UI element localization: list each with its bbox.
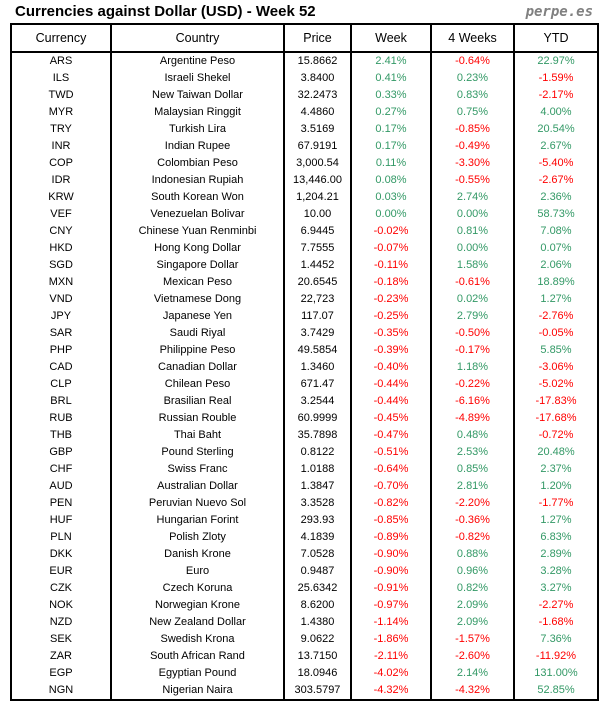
country-name: Indian Rupee xyxy=(111,138,284,155)
currency-code: HKD xyxy=(11,240,111,257)
country-name: Israeli Shekel xyxy=(111,70,284,87)
currency-code: NZD xyxy=(11,614,111,631)
ytd-change: 3.28% xyxy=(514,563,598,580)
price-value: 0.9487 xyxy=(284,563,351,580)
ytd-change: -2.27% xyxy=(514,597,598,614)
ytd-change: 58.73% xyxy=(514,206,598,223)
table-row xyxy=(11,580,598,597)
table-row xyxy=(11,155,598,172)
country-name: Egyptian Pound xyxy=(111,665,284,682)
four-week-change: -2.60% xyxy=(431,648,514,665)
price-value: 1,204.21 xyxy=(284,189,351,206)
table-header xyxy=(11,24,598,52)
price-value: 7.7555 xyxy=(284,240,351,257)
four-week-change: 2.81% xyxy=(431,478,514,495)
ytd-change: -1.59% xyxy=(514,70,598,87)
currency-code: ARS xyxy=(11,52,111,70)
week-change: -0.44% xyxy=(351,393,431,410)
week-change: -0.89% xyxy=(351,529,431,546)
table-row xyxy=(11,444,598,461)
table-row xyxy=(11,52,598,70)
table-row xyxy=(11,223,598,240)
price-value: 60.9999 xyxy=(284,410,351,427)
price-value: 32.2473 xyxy=(284,87,351,104)
price-value: 67.9191 xyxy=(284,138,351,155)
price-value: 1.4452 xyxy=(284,257,351,274)
price-value: 7.0528 xyxy=(284,546,351,563)
week-change: -0.02% xyxy=(351,223,431,240)
currency-code: MYR xyxy=(11,104,111,121)
price-value: 8.6200 xyxy=(284,597,351,614)
week-change: 0.33% xyxy=(351,87,431,104)
ytd-change: 3.27% xyxy=(514,580,598,597)
currency-code: HUF xyxy=(11,512,111,529)
ytd-change: 1.20% xyxy=(514,478,598,495)
table-row xyxy=(11,631,598,648)
table-row xyxy=(11,427,598,444)
price-value: 1.0188 xyxy=(284,461,351,478)
price-value: 13,446.00 xyxy=(284,172,351,189)
country-name: Swedish Krona xyxy=(111,631,284,648)
four-week-change: -0.61% xyxy=(431,274,514,291)
table-row xyxy=(11,393,598,410)
ytd-change: 5.85% xyxy=(514,342,598,359)
ytd-change: -2.67% xyxy=(514,172,598,189)
site-logo: perpe.es xyxy=(525,4,593,20)
ytd-change: 20.54% xyxy=(514,121,598,138)
currency-code: ILS xyxy=(11,70,111,87)
price-value: 4.1839 xyxy=(284,529,351,546)
four-week-change: 0.75% xyxy=(431,104,514,121)
price-value: 35.7898 xyxy=(284,427,351,444)
week-change: 0.17% xyxy=(351,138,431,155)
four-week-change: 0.00% xyxy=(431,206,514,223)
ytd-change: 7.08% xyxy=(514,223,598,240)
country-name: New Zealand Dollar xyxy=(111,614,284,631)
week-change: -0.40% xyxy=(351,359,431,376)
price-value: 13.7150 xyxy=(284,648,351,665)
ytd-change: -0.72% xyxy=(514,427,598,444)
ytd-change: 1.27% xyxy=(514,291,598,308)
four-week-change: -0.55% xyxy=(431,172,514,189)
country-name: Chinese Yuan Renminbi xyxy=(111,223,284,240)
price-value: 117.07 xyxy=(284,308,351,325)
price-value: 18.0946 xyxy=(284,665,351,682)
table-body xyxy=(11,52,598,700)
price-value: 0.8122 xyxy=(284,444,351,461)
price-value: 49.5854 xyxy=(284,342,351,359)
ytd-change: -2.17% xyxy=(514,87,598,104)
country-name: Colombian Peso xyxy=(111,155,284,172)
header-row xyxy=(11,24,598,52)
ytd-change: 52.85% xyxy=(514,682,598,700)
price-value: 303.5797 xyxy=(284,682,351,700)
currency-code: VEF xyxy=(11,206,111,223)
country-name: Saudi Riyal xyxy=(111,325,284,342)
country-name: Brasilian Real xyxy=(111,393,284,410)
table-row xyxy=(11,563,598,580)
ytd-change: 0.07% xyxy=(514,240,598,257)
table-row xyxy=(11,325,598,342)
ytd-change: 2.89% xyxy=(514,546,598,563)
four-week-change: -0.85% xyxy=(431,121,514,138)
four-week-change: -1.57% xyxy=(431,631,514,648)
price-value: 3,000.54 xyxy=(284,155,351,172)
column-header-4weeks: 4 Weeks xyxy=(431,24,514,52)
table-row xyxy=(11,597,598,614)
country-name: Nigerian Naira xyxy=(111,682,284,700)
week-change: -1.14% xyxy=(351,614,431,631)
country-name: Canadian Dollar xyxy=(111,359,284,376)
week-change: 0.27% xyxy=(351,104,431,121)
ytd-change: 4.00% xyxy=(514,104,598,121)
table-row xyxy=(11,376,598,393)
column-header-ytd: YTD xyxy=(514,24,598,52)
week-change: -0.85% xyxy=(351,512,431,529)
price-value: 3.2544 xyxy=(284,393,351,410)
table-row xyxy=(11,665,598,682)
price-value: 15.8662 xyxy=(284,52,351,70)
ytd-change: 1.27% xyxy=(514,512,598,529)
week-change: -0.18% xyxy=(351,274,431,291)
currency-code: PEN xyxy=(11,495,111,512)
table-row xyxy=(11,70,598,87)
country-name: Polish Zloty xyxy=(111,529,284,546)
week-change: -0.25% xyxy=(351,308,431,325)
four-week-change: 1.58% xyxy=(431,257,514,274)
ytd-change: 2.67% xyxy=(514,138,598,155)
four-week-change: -2.20% xyxy=(431,495,514,512)
week-change: -0.35% xyxy=(351,325,431,342)
week-change: -0.45% xyxy=(351,410,431,427)
four-week-change: 2.79% xyxy=(431,308,514,325)
table-row xyxy=(11,478,598,495)
column-header-week: Week xyxy=(351,24,431,52)
table-row xyxy=(11,138,598,155)
week-change: -0.47% xyxy=(351,427,431,444)
four-week-change: 0.02% xyxy=(431,291,514,308)
currency-code: TRY xyxy=(11,121,111,138)
price-value: 4.4860 xyxy=(284,104,351,121)
table-row xyxy=(11,461,598,478)
currency-code: CLP xyxy=(11,376,111,393)
four-week-change: 0.48% xyxy=(431,427,514,444)
country-name: South Korean Won xyxy=(111,189,284,206)
table-row xyxy=(11,104,598,121)
currency-code: KRW xyxy=(11,189,111,206)
table-row xyxy=(11,410,598,427)
week-change: -2.11% xyxy=(351,648,431,665)
table-row xyxy=(11,546,598,563)
week-change: 0.03% xyxy=(351,189,431,206)
four-week-change: -0.50% xyxy=(431,325,514,342)
ytd-change: 2.36% xyxy=(514,189,598,206)
country-name: Norwegian Krone xyxy=(111,597,284,614)
table-row xyxy=(11,308,598,325)
four-week-change: 0.23% xyxy=(431,70,514,87)
country-name: Argentine Peso xyxy=(111,52,284,70)
price-value: 25.6342 xyxy=(284,580,351,597)
table-row xyxy=(11,172,598,189)
currency-code: RUB xyxy=(11,410,111,427)
price-value: 1.3460 xyxy=(284,359,351,376)
currency-code: SGD xyxy=(11,257,111,274)
week-change: -0.70% xyxy=(351,478,431,495)
country-name: Swiss Franc xyxy=(111,461,284,478)
week-change: -0.44% xyxy=(351,376,431,393)
currency-code: TWD xyxy=(11,87,111,104)
table-row xyxy=(11,121,598,138)
ytd-change: -5.40% xyxy=(514,155,598,172)
four-week-change: -4.32% xyxy=(431,682,514,700)
currency-code: SEK xyxy=(11,631,111,648)
week-change: 0.11% xyxy=(351,155,431,172)
table-row xyxy=(11,206,598,223)
country-name: Australian Dollar xyxy=(111,478,284,495)
country-name: Pound Sterling xyxy=(111,444,284,461)
table-row xyxy=(11,614,598,631)
table-row xyxy=(11,495,598,512)
country-name: Thai Baht xyxy=(111,427,284,444)
table-row xyxy=(11,359,598,376)
four-week-change: 2.09% xyxy=(431,614,514,631)
currency-code: BRL xyxy=(11,393,111,410)
country-name: Chilean Peso xyxy=(111,376,284,393)
price-value: 22,723 xyxy=(284,291,351,308)
four-week-change: 2.74% xyxy=(431,189,514,206)
four-week-change: 0.96% xyxy=(431,563,514,580)
table-row xyxy=(11,512,598,529)
four-week-change: 0.88% xyxy=(431,546,514,563)
week-change: 0.00% xyxy=(351,206,431,223)
column-header-country: Country xyxy=(111,24,284,52)
four-week-change: -3.30% xyxy=(431,155,514,172)
currency-code: CNY xyxy=(11,223,111,240)
currency-code: AUD xyxy=(11,478,111,495)
currency-code: PHP xyxy=(11,342,111,359)
price-value: 3.8400 xyxy=(284,70,351,87)
table-row xyxy=(11,529,598,546)
week-change: 0.17% xyxy=(351,121,431,138)
week-change: -4.02% xyxy=(351,665,431,682)
ytd-change: 18.89% xyxy=(514,274,598,291)
ytd-change: 20.48% xyxy=(514,444,598,461)
currency-code: INR xyxy=(11,138,111,155)
week-change: -0.11% xyxy=(351,257,431,274)
currency-code: DKK xyxy=(11,546,111,563)
week-change: -0.64% xyxy=(351,461,431,478)
country-name: Mexican Peso xyxy=(111,274,284,291)
four-week-change: 1.18% xyxy=(431,359,514,376)
week-change: -1.86% xyxy=(351,631,431,648)
four-week-change: 2.09% xyxy=(431,597,514,614)
currency-code: NGN xyxy=(11,682,111,700)
table-row xyxy=(11,648,598,665)
currency-code: VND xyxy=(11,291,111,308)
currency-code: EUR xyxy=(11,563,111,580)
week-change: -0.23% xyxy=(351,291,431,308)
ytd-change: 2.37% xyxy=(514,461,598,478)
four-week-change: 0.82% xyxy=(431,580,514,597)
week-change: -0.51% xyxy=(351,444,431,461)
country-name: Hungarian Forint xyxy=(111,512,284,529)
country-name: Euro xyxy=(111,563,284,580)
currency-code: SAR xyxy=(11,325,111,342)
four-week-change: 0.83% xyxy=(431,87,514,104)
ytd-change: 131.00% xyxy=(514,665,598,682)
table-row xyxy=(11,274,598,291)
four-week-change: -4.89% xyxy=(431,410,514,427)
ytd-change: 22.97% xyxy=(514,52,598,70)
column-header-currency: Currency xyxy=(11,24,111,52)
ytd-change: -1.68% xyxy=(514,614,598,631)
price-value: 9.0622 xyxy=(284,631,351,648)
currency-code: CZK xyxy=(11,580,111,597)
header xyxy=(10,1,597,23)
country-name: Hong Kong Dollar xyxy=(111,240,284,257)
ytd-change: -5.02% xyxy=(514,376,598,393)
week-change: -4.32% xyxy=(351,682,431,700)
currency-table xyxy=(10,23,599,701)
price-value: 1.4380 xyxy=(284,614,351,631)
price-value: 3.3528 xyxy=(284,495,351,512)
country-name: Danish Krone xyxy=(111,546,284,563)
price-value: 293.93 xyxy=(284,512,351,529)
price-value: 3.5169 xyxy=(284,121,351,138)
country-name: Philippine Peso xyxy=(111,342,284,359)
column-header-price: Price xyxy=(284,24,351,52)
table-row xyxy=(11,240,598,257)
currency-code: IDR xyxy=(11,172,111,189)
week-change: -0.07% xyxy=(351,240,431,257)
table-row xyxy=(11,342,598,359)
currency-code: PLN xyxy=(11,529,111,546)
currency-code: ZAR xyxy=(11,648,111,665)
ytd-change: 6.83% xyxy=(514,529,598,546)
country-name: Indonesian Rupiah xyxy=(111,172,284,189)
country-name: Peruvian Nuevo Sol xyxy=(111,495,284,512)
ytd-change: -11.92% xyxy=(514,648,598,665)
currency-code: EGP xyxy=(11,665,111,682)
table-row xyxy=(11,87,598,104)
table-row xyxy=(11,291,598,308)
currency-code: NOK xyxy=(11,597,111,614)
currency-code: CAD xyxy=(11,359,111,376)
currency-code: JPY xyxy=(11,308,111,325)
ytd-change: -0.05% xyxy=(514,325,598,342)
four-week-change: -0.22% xyxy=(431,376,514,393)
four-week-change: -0.36% xyxy=(431,512,514,529)
four-week-change: 2.53% xyxy=(431,444,514,461)
week-change: 0.41% xyxy=(351,70,431,87)
currency-code: COP xyxy=(11,155,111,172)
four-week-change: -0.49% xyxy=(431,138,514,155)
ytd-change: 7.36% xyxy=(514,631,598,648)
week-change: -0.90% xyxy=(351,546,431,563)
currency-code: THB xyxy=(11,427,111,444)
country-name: Turkish Lira xyxy=(111,121,284,138)
week-change: 2.41% xyxy=(351,52,431,70)
country-name: Czech Koruna xyxy=(111,580,284,597)
ytd-change: -3.06% xyxy=(514,359,598,376)
four-week-change: 0.00% xyxy=(431,240,514,257)
country-name: New Taiwan Dollar xyxy=(111,87,284,104)
currency-code: CHF xyxy=(11,461,111,478)
price-value: 10.00 xyxy=(284,206,351,223)
ytd-change: -17.83% xyxy=(514,393,598,410)
four-week-change: -0.17% xyxy=(431,342,514,359)
week-change: -0.39% xyxy=(351,342,431,359)
four-week-change: 2.14% xyxy=(431,665,514,682)
price-value: 671.47 xyxy=(284,376,351,393)
price-value: 20.6545 xyxy=(284,274,351,291)
week-change: 0.08% xyxy=(351,172,431,189)
table-row xyxy=(11,189,598,206)
country-name: Japanese Yen xyxy=(111,308,284,325)
country-name: Vietnamese Dong xyxy=(111,291,284,308)
currency-code: MXN xyxy=(11,274,111,291)
country-name: Singapore Dollar xyxy=(111,257,284,274)
ytd-change: -1.77% xyxy=(514,495,598,512)
country-name: Venezuelan Bolivar xyxy=(111,206,284,223)
table-row xyxy=(11,257,598,274)
price-value: 6.9445 xyxy=(284,223,351,240)
page-title: Currencies against Dollar (USD) - Week 52 xyxy=(15,3,316,20)
four-week-change: -0.82% xyxy=(431,529,514,546)
country-name: Russian Rouble xyxy=(111,410,284,427)
ytd-change: 2.06% xyxy=(514,257,598,274)
currency-code: GBP xyxy=(11,444,111,461)
country-name: Malaysian Ringgit xyxy=(111,104,284,121)
table-row xyxy=(11,682,598,700)
four-week-change: 0.81% xyxy=(431,223,514,240)
ytd-change: -17.68% xyxy=(514,410,598,427)
week-change: -0.91% xyxy=(351,580,431,597)
week-change: -0.97% xyxy=(351,597,431,614)
week-change: -0.82% xyxy=(351,495,431,512)
four-week-change: -6.16% xyxy=(431,393,514,410)
four-week-change: 0.85% xyxy=(431,461,514,478)
four-week-change: -0.64% xyxy=(431,52,514,70)
ytd-change: -2.76% xyxy=(514,308,598,325)
price-value: 3.7429 xyxy=(284,325,351,342)
price-value: 1.3847 xyxy=(284,478,351,495)
country-name: South African Rand xyxy=(111,648,284,665)
week-change: -0.90% xyxy=(351,563,431,580)
